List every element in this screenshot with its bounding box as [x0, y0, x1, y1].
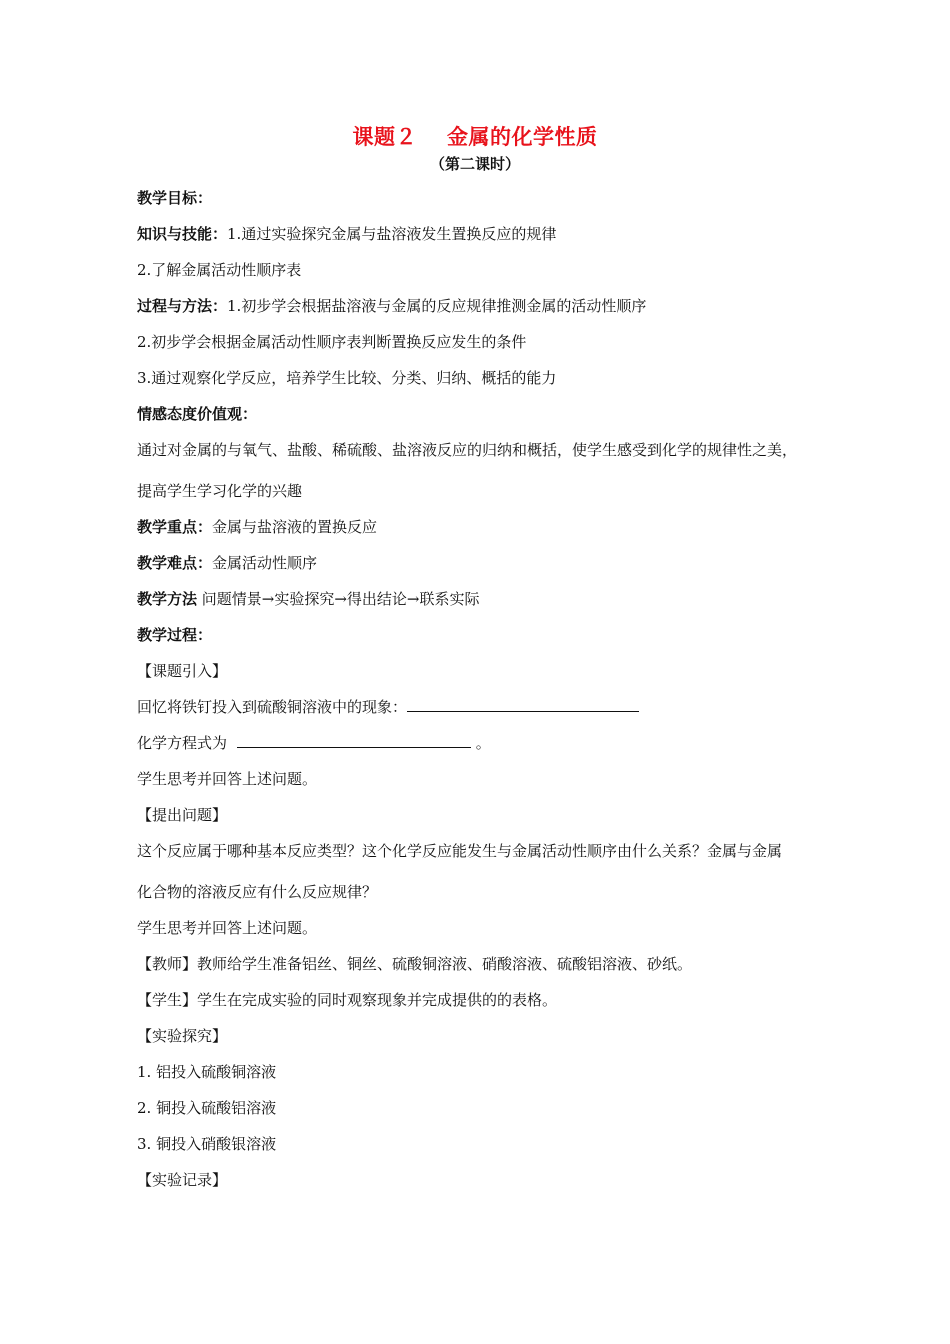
key-point-line — [137, 517, 877, 537]
key-point-label: 教学重点： — [137, 518, 213, 536]
equation-text: 化学方程式为 — [137, 734, 228, 752]
intro-bracket: 【课题引入】 — [137, 662, 228, 680]
recall-text: 回忆将铁钉投入到硫酸铜溶液中的现象： — [137, 698, 408, 716]
equation-end: 。 — [471, 734, 491, 752]
knowledge-line-1 — [137, 224, 877, 244]
emotion-heading: 情感态度价值观： — [137, 405, 258, 423]
method-text: 问题情景→实验探究→得出结论→联系实际 — [197, 590, 480, 608]
teacher-text: 教师给学生准备铝丝、铜丝、硫酸铜溶液、硝酸溶液、硫酸铝溶液、砂纸。 — [197, 955, 693, 973]
experiment-item-2: 2. 铜投入硫酸铝溶液 — [137, 1099, 277, 1117]
teacher-line — [137, 954, 877, 974]
knowledge-line-2: 2.了解金属活动性顺序表 — [137, 261, 302, 279]
process-line-3: 3.通过观察化学反应，培养学生比较、分类、归纳、概括的能力 — [137, 369, 557, 387]
question-bracket: 【提出问题】 — [137, 806, 228, 824]
equation-answer-blank[interactable] — [237, 733, 471, 748]
knowledge-label: 知识与技能： — [137, 225, 228, 243]
student-bracket: 【学生】 — [137, 991, 198, 1009]
emotion-line-1: 通过对金属的与氧气、盐酸、稀硫酸、盐溶液反应的归纳和概括，使学生感受到化学的规律性之美， — [137, 441, 798, 459]
experiment-bracket: 【实验探究】 — [137, 1027, 228, 1045]
page-subtitle: （第二课时） — [429, 155, 520, 173]
experiment-item-3: 3. 铜投入硝酸银溶液 — [137, 1135, 277, 1153]
difficulty-text: 金属活动性顺序 — [212, 554, 318, 572]
recall-answer-blank[interactable] — [407, 697, 639, 712]
process-line-1 — [137, 296, 877, 316]
emotion-line-2: 提高学生学习化学的兴趣 — [137, 482, 303, 500]
method-line — [137, 589, 877, 609]
question-line-1: 这个反应属于哪种基本反应类型？这个化学反应能发生与金属活动性顺序由什么关系？金属与金属 — [137, 842, 783, 860]
equation-line — [137, 733, 877, 753]
difficulty-line — [137, 553, 877, 573]
experiment-item-1: 1. 铝投入硫酸铜溶液 — [137, 1063, 277, 1081]
knowledge-text-1: 1.通过实验探究金属与盐溶液发生置换反应的规律 — [227, 225, 557, 243]
record-bracket: 【实验记录】 — [137, 1171, 228, 1189]
student-line — [137, 990, 877, 1010]
difficulty-label: 教学难点： — [137, 554, 213, 572]
process-line-2: 2.初步学会根据金属活动性顺序表判断置换反应发生的条件 — [137, 333, 527, 351]
method-label: 教学方法 — [137, 590, 198, 608]
recall-line — [137, 697, 877, 717]
process-label: 过程与方法： — [137, 297, 228, 315]
key-point-text: 金属与盐溶液的置换反应 — [212, 518, 378, 536]
think-line-2: 学生思考并回答上述问题。 — [137, 919, 318, 937]
objectives-heading: 教学目标： — [137, 189, 213, 207]
teacher-bracket: 【教师】 — [137, 955, 198, 973]
title-prefix: 课题２ — [352, 125, 417, 149]
student-text: 学生在完成实验的同时观察现象并完成提供的的表格。 — [197, 991, 558, 1009]
procedure-heading: 教学过程： — [137, 626, 213, 644]
title-main: 金属的化学性质 — [447, 125, 598, 149]
process-text-1: 1.初步学会根据盐溶液与金属的反应规律推测金属的活动性顺序 — [227, 297, 647, 315]
question-line-2: 化合物的溶液反应有什么反应规律？ — [137, 883, 378, 901]
page-title — [0, 121, 950, 151]
think-line-1: 学生思考并回答上述问题。 — [137, 770, 318, 788]
